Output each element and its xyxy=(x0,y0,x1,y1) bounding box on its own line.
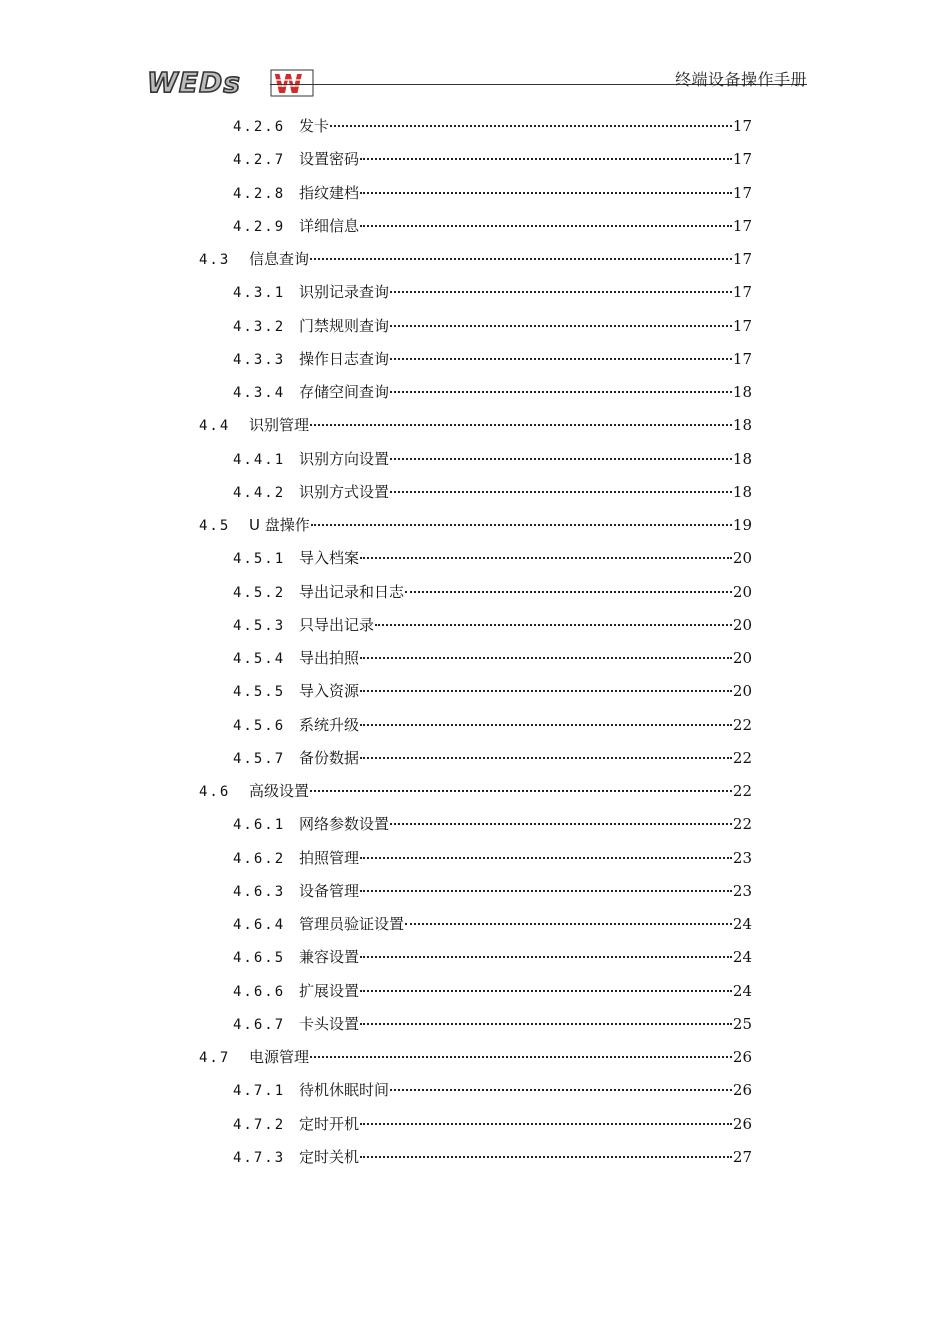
toc-dot-leader xyxy=(390,1089,732,1091)
toc-entry[interactable] xyxy=(233,215,752,237)
toc-entry-title: 扩展设置 xyxy=(299,981,360,1000)
toc-dot-leader xyxy=(360,192,732,194)
toc-dot-leader xyxy=(360,956,732,958)
toc-dot-leader xyxy=(390,291,732,293)
toc-entry-number: 4.6.6 xyxy=(233,983,286,1000)
toc-entry[interactable] xyxy=(233,714,752,736)
toc-entry[interactable] xyxy=(233,281,752,303)
toc-entry-title: 卡头设置 xyxy=(299,1014,360,1033)
toc-dot-leader xyxy=(310,1056,732,1058)
toc-entry-page: 27 xyxy=(732,1147,752,1166)
toc-entry-title: 定时开机 xyxy=(299,1114,360,1133)
toc-entry-page: 24 xyxy=(732,915,752,933)
toc-entry-number: 4.7.2 xyxy=(233,1116,286,1133)
toc-entry-number: 4.5.4 xyxy=(233,651,286,667)
toc-entry-page: 17 xyxy=(732,316,752,335)
toc-dot-leader xyxy=(360,1123,732,1125)
toc-entry-title: 门禁规则查询 xyxy=(299,316,390,335)
toc-entry-number: 4.3.1 xyxy=(233,285,286,302)
toc-dot-leader xyxy=(360,757,732,759)
toc-dot-leader xyxy=(330,125,732,127)
toc-entry-page: 22 xyxy=(732,815,752,834)
toc-entry[interactable] xyxy=(233,747,752,769)
toc-entry-number: 4.6.7 xyxy=(233,1016,286,1033)
toc-dot-leader xyxy=(390,391,732,393)
toc-entry-title: 只导出记录 xyxy=(299,615,375,634)
toc-entry-number: 4.2.7 xyxy=(233,152,286,169)
toc-dot-leader xyxy=(390,491,732,493)
toc-dot-leader xyxy=(360,857,732,859)
toc-dot-leader xyxy=(360,225,732,227)
toc-dot-leader xyxy=(390,325,732,327)
toc-entry-number: 4.5.7 xyxy=(233,750,286,767)
toc-entry-title: 设置密码 xyxy=(299,150,360,169)
toc-entry-number: 4.4.1 xyxy=(233,451,286,468)
toc-dot-leader xyxy=(405,923,732,925)
toc-entry-page: 25 xyxy=(732,1014,752,1033)
toc-dot-leader xyxy=(360,990,732,992)
toc-dot-leader xyxy=(360,158,732,160)
toc-entry-number: 4.7.1 xyxy=(233,1083,286,1100)
toc-dot-leader xyxy=(405,591,732,593)
toc-entry-number: 4.3 xyxy=(199,252,231,268)
toc-entry-number: 4.2.9 xyxy=(233,218,286,235)
toc-entry-title: 兼容设置 xyxy=(299,948,360,967)
toc-entry-title: 系统升级 xyxy=(299,715,360,734)
toc-entry-page: 18 xyxy=(732,482,752,501)
svg-text:W: W xyxy=(274,70,303,98)
toc-entry-number: 4.6.5 xyxy=(233,950,286,967)
toc-entry-title: 备份数据 xyxy=(299,748,360,767)
toc-entry-page: 22 xyxy=(732,782,752,800)
toc-entry-page: 26 xyxy=(732,1081,752,1100)
toc-entry[interactable] xyxy=(199,414,752,436)
toc-entry[interactable] xyxy=(199,514,752,536)
toc-entry-title: 网络参数设置 xyxy=(299,815,390,834)
toc-entry[interactable] xyxy=(233,315,752,337)
toc-entry-page: 20 xyxy=(732,582,752,601)
toc-dot-leader xyxy=(311,524,732,526)
toc-entry[interactable] xyxy=(233,614,752,636)
toc-dot-leader xyxy=(360,690,732,692)
toc-entry-title: 管理员验证设置 xyxy=(299,915,405,933)
toc-entry-title: 导入档案 xyxy=(299,549,360,568)
toc-entry-page: 17 xyxy=(732,283,752,302)
toc-entry-number: 4.7.3 xyxy=(233,1149,286,1166)
toc-entry-page: 17 xyxy=(732,216,752,235)
toc-entry-number: 4.5.5 xyxy=(233,684,286,701)
toc-entry[interactable] xyxy=(233,381,752,403)
toc-entry-number: 4.5.1 xyxy=(233,551,286,568)
toc-entry-title: 识别管理 xyxy=(249,416,310,435)
toc-entry[interactable] xyxy=(233,1146,752,1168)
toc-entry-number: 4.6.4 xyxy=(233,917,286,933)
toc-entry-number: 4.3.2 xyxy=(233,318,286,335)
toc-entry-page: 18 xyxy=(732,383,752,401)
toc-entry-title: 指纹建档 xyxy=(299,183,360,202)
toc-entry-page: 17 xyxy=(732,250,752,268)
toc-entry[interactable] xyxy=(233,847,752,869)
toc-entry-page: 23 xyxy=(732,848,752,867)
toc-entry-page: 20 xyxy=(732,549,752,568)
toc-entry[interactable] xyxy=(233,946,752,968)
toc-entry-number: 4.6.2 xyxy=(233,850,286,867)
toc-entry-page: 22 xyxy=(732,715,752,734)
toc-dot-leader xyxy=(390,458,732,460)
toc-entry-page: 17 xyxy=(732,349,752,368)
toc-entry[interactable] xyxy=(233,813,752,835)
toc-dot-leader xyxy=(360,557,732,559)
toc-dot-leader xyxy=(375,624,732,626)
toc-entry-page: 24 xyxy=(732,948,752,967)
toc-entry[interactable] xyxy=(233,348,752,370)
toc-entry-page: 18 xyxy=(732,449,752,468)
toc-entry-number: 4.5 xyxy=(199,518,231,534)
toc-entry-page: 17 xyxy=(732,183,752,202)
toc-entry-number: 4.3.4 xyxy=(233,385,286,401)
toc-entry[interactable] xyxy=(233,115,752,137)
toc-entry-title: 导入资源 xyxy=(299,682,360,701)
toc-entry[interactable] xyxy=(233,1113,752,1135)
page-header xyxy=(145,62,807,98)
toc-entry-page: 18 xyxy=(732,416,752,435)
toc-entry-title: 信息查询 xyxy=(249,250,310,268)
toc-entry-number: 4.4.2 xyxy=(233,484,286,501)
toc-dot-leader xyxy=(310,790,732,792)
toc-entry-page: 22 xyxy=(732,748,752,767)
toc-dot-leader xyxy=(310,258,732,260)
toc-entry-title: 待机休眠时间 xyxy=(299,1081,390,1100)
toc-entry-title: 操作日志查询 xyxy=(299,349,390,368)
toc-entry[interactable] xyxy=(233,980,752,1002)
toc-entry-number: 4.5.3 xyxy=(233,617,286,634)
toc-entry-number: 4.7 xyxy=(199,1050,231,1066)
toc-entry-number: 4.6.3 xyxy=(233,883,286,900)
toc-entry[interactable] xyxy=(233,1079,752,1101)
toc-entry-page: 24 xyxy=(732,981,752,1000)
toc-entry-page: 26 xyxy=(732,1048,752,1066)
toc-entry-title: 高级设置 xyxy=(249,782,310,800)
toc-entry-title: 定时关机 xyxy=(299,1147,360,1166)
toc-dot-leader xyxy=(390,358,732,360)
toc-entry[interactable] xyxy=(233,448,752,470)
toc-entry-page: 17 xyxy=(732,150,752,169)
toc-entry[interactable] xyxy=(199,1046,752,1068)
toc-entry-title: 拍照管理 xyxy=(299,848,360,867)
toc-entry-number: 4.3.3 xyxy=(233,351,286,368)
toc-dot-leader xyxy=(360,657,732,659)
toc-entry[interactable] xyxy=(233,148,752,170)
toc-dot-leader xyxy=(360,724,732,726)
toc-entry-number: 4.4 xyxy=(199,418,231,435)
toc-entry[interactable] xyxy=(199,780,752,802)
toc-entry-page: 26 xyxy=(732,1114,752,1133)
toc-entry[interactable] xyxy=(233,1013,752,1035)
toc-entry-number: 4.5.2 xyxy=(233,584,286,601)
toc-dot-leader xyxy=(360,1023,732,1025)
toc-entry-title: 发卡 xyxy=(299,117,330,135)
toc-entry-title: 存储空间查询 xyxy=(299,383,390,401)
toc-dot-leader xyxy=(310,424,732,426)
toc-entry-page: 19 xyxy=(732,516,752,534)
document-title: 终端设备操作手册 xyxy=(674,70,807,89)
toc-entry-number: 4.6.1 xyxy=(233,817,286,834)
toc-entry[interactable] xyxy=(233,680,752,702)
toc-entry[interactable] xyxy=(233,581,752,603)
toc-entry-number: 4.5.6 xyxy=(233,717,286,734)
toc-dot-leader xyxy=(360,890,732,892)
toc-entry[interactable] xyxy=(233,647,752,669)
toc-entry-number: 4.2.8 xyxy=(233,185,286,202)
toc-entry-page: 23 xyxy=(732,881,752,900)
toc-entry[interactable] xyxy=(233,547,752,569)
toc-entry-page: 20 xyxy=(732,615,752,634)
toc-entry[interactable] xyxy=(233,913,752,935)
toc-entry-page: 17 xyxy=(732,117,752,135)
toc-dot-leader xyxy=(360,1156,732,1158)
toc-entry-title: 详细信息 xyxy=(299,216,360,235)
toc-entry-title: 导出拍照 xyxy=(299,649,360,667)
toc-entry[interactable] xyxy=(233,182,752,204)
toc-entry-title: 电源管理 xyxy=(249,1048,310,1066)
toc-entry[interactable] xyxy=(199,248,752,270)
toc-entry-page: 20 xyxy=(732,682,752,701)
toc-entry-number: 4.2.6 xyxy=(233,119,286,135)
weds-logo xyxy=(145,66,315,98)
toc-entry-title: 设备管理 xyxy=(299,881,360,900)
toc-entry-number: 4.6 xyxy=(199,784,231,800)
toc-entry-page: 20 xyxy=(732,649,752,667)
toc-entry-title: 识别方向设置 xyxy=(299,449,390,468)
toc-entry[interactable] xyxy=(233,880,752,902)
toc-dot-leader xyxy=(390,823,732,825)
toc-entry-title: U 盘操作 xyxy=(249,516,310,534)
toc-entry-title: 识别记录查询 xyxy=(299,283,390,302)
toc-entry[interactable] xyxy=(233,481,752,503)
toc-entry-title: 导出记录和日志 xyxy=(299,582,405,601)
svg-text:WEDs: WEDs xyxy=(147,66,241,98)
toc-entry-title: 识别方式设置 xyxy=(299,482,390,501)
